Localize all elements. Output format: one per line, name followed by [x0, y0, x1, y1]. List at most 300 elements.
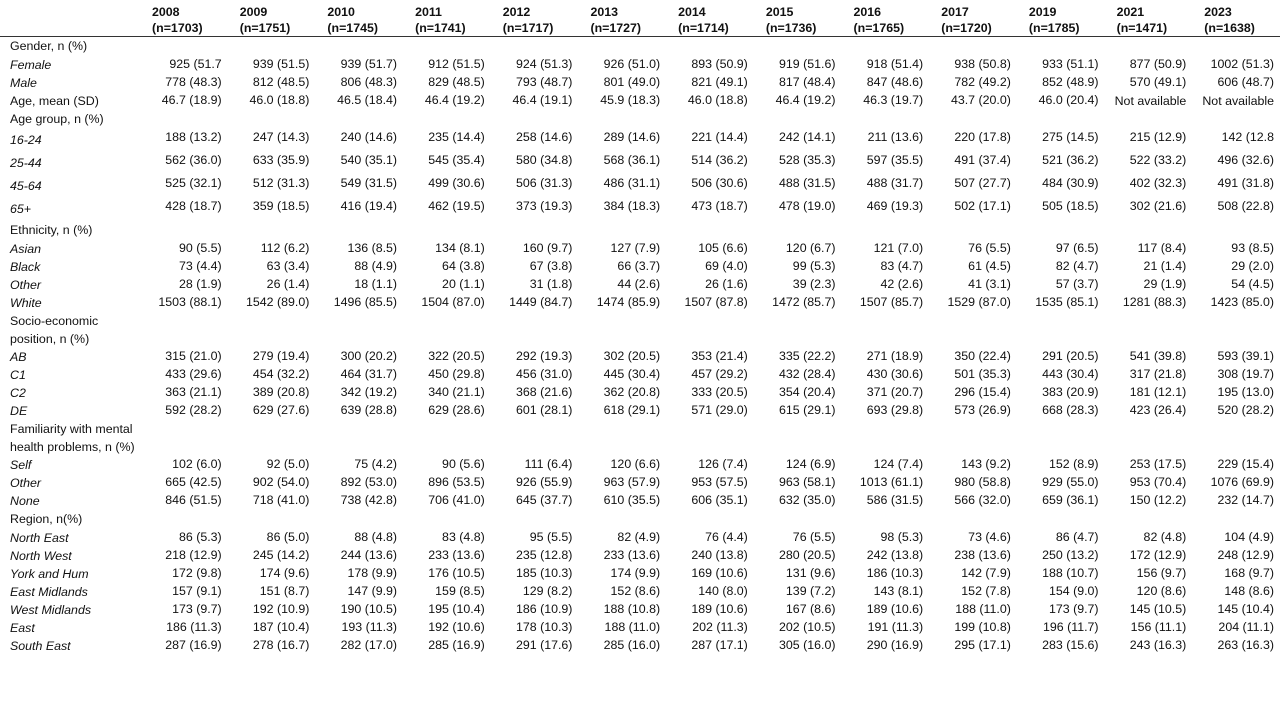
empty-cell	[1105, 510, 1193, 529]
table-row	[0, 129, 1280, 152]
value-cell: Not available	[1114, 94, 1187, 108]
year-header	[1192, 4, 1280, 37]
table-row	[0, 384, 1280, 402]
header-corner-cell	[0, 4, 140, 37]
year-header	[666, 4, 754, 37]
value-cell: 499 (30.6)	[428, 176, 485, 190]
value-cell: 430 (30.6)	[866, 367, 924, 381]
value-cell: 73 (4.6)	[968, 530, 1011, 544]
value-cell: 456 (31.0)	[515, 367, 573, 381]
value-cell: 82 (4.8)	[1143, 530, 1187, 544]
empty-cell	[491, 420, 579, 456]
empty-cell	[491, 221, 579, 240]
value-cell: 282 (17.0)	[340, 638, 398, 652]
value-cell: 443 (30.4)	[1042, 367, 1099, 381]
empty-cell	[403, 221, 491, 240]
value-cell: 195 (10.4)	[428, 602, 485, 616]
value-cell: 496 (32.6)	[1217, 153, 1274, 167]
table-row	[0, 474, 1280, 492]
value-cell: 152 (8.6)	[610, 584, 661, 598]
value-cell: 143 (9.2)	[961, 457, 1011, 471]
value-cell: 190 (10.5)	[340, 602, 398, 616]
row-label: Other	[10, 277, 41, 292]
value-cell: 97 (6.5)	[1055, 241, 1099, 255]
empty-cell	[1105, 110, 1193, 129]
empty-cell	[315, 510, 403, 529]
value-cell: 514 (36.2)	[691, 153, 748, 167]
value-cell: 247 (14.3)	[252, 130, 310, 144]
empty-cell	[403, 510, 491, 529]
value-cell: 852 (48.9)	[1042, 75, 1099, 89]
value-cell: 189 (10.6)	[866, 602, 924, 616]
empty-cell	[403, 312, 491, 348]
empty-cell	[140, 312, 228, 348]
row-label: York and Hum	[10, 566, 89, 581]
value-cell: 151 (8.7)	[259, 584, 310, 598]
table-row	[0, 583, 1280, 601]
value-cell: 512 (31.3)	[252, 176, 310, 190]
empty-cell	[1017, 420, 1105, 456]
value-cell: 253 (17.5)	[1129, 457, 1187, 471]
table-row	[0, 294, 1280, 312]
value-cell: 568 (36.1)	[603, 153, 661, 167]
value-cell: 243 (16.3)	[1129, 638, 1187, 652]
empty-cell	[315, 221, 403, 240]
value-cell: 82 (4.7)	[1055, 259, 1099, 273]
table-row	[0, 547, 1280, 565]
value-cell: 240 (14.6)	[340, 130, 398, 144]
value-cell: 120 (6.6)	[610, 457, 661, 471]
value-cell: 291 (17.6)	[515, 638, 573, 652]
table-row	[0, 366, 1280, 384]
table-row	[0, 619, 1280, 637]
value-cell: 42 (2.6)	[880, 277, 924, 291]
value-cell: 193 (11.3)	[341, 620, 398, 634]
empty-cell	[228, 420, 316, 456]
empty-cell	[1017, 510, 1105, 529]
year-header	[578, 4, 666, 37]
value-cell: 322 (20.5)	[428, 349, 485, 363]
value-cell: 287 (16.9)	[165, 638, 222, 652]
year-label: 2014	[678, 5, 706, 19]
row-label: 65+	[10, 202, 32, 216]
value-cell: 285 (16.9)	[428, 638, 485, 652]
empty-cell	[315, 312, 403, 348]
value-cell: 82 (4.9)	[617, 530, 661, 544]
year-header	[315, 4, 403, 37]
empty-cell	[140, 510, 228, 529]
value-cell: 292 (19.3)	[515, 349, 573, 363]
value-cell: 893 (50.9)	[691, 57, 748, 71]
empty-cell	[754, 510, 842, 529]
value-cell: 64 (3.8)	[442, 259, 485, 273]
value-cell: 192 (10.9)	[252, 602, 310, 616]
empty-cell	[842, 110, 930, 129]
value-cell: 586 (31.5)	[866, 493, 924, 507]
empty-cell	[754, 312, 842, 348]
value-cell: 929 (55.0)	[1042, 475, 1099, 489]
value-cell: 174 (9.9)	[610, 566, 661, 580]
value-cell: 610 (35.5)	[603, 493, 661, 507]
empty-cell	[1017, 312, 1105, 348]
value-cell: 939 (51.7)	[340, 57, 398, 71]
empty-cell	[578, 221, 666, 240]
value-cell: 26 (1.6)	[705, 277, 748, 291]
value-cell: 371 (20.7)	[866, 385, 924, 399]
empty-cell	[315, 37, 403, 57]
value-cell: 488 (31.5)	[779, 176, 836, 190]
value-cell: 473 (18.7)	[691, 199, 748, 213]
value-cell: 488 (31.7)	[866, 176, 924, 190]
value-cell: 505 (18.5)	[1042, 199, 1099, 213]
value-cell: 793 (48.7)	[515, 75, 573, 89]
value-cell: 112 (6.2)	[260, 241, 310, 255]
value-cell: 189 (10.6)	[691, 602, 748, 616]
value-cell: 145 (10.4)	[1217, 602, 1274, 616]
empty-cell	[1192, 221, 1280, 240]
value-cell: 963 (57.9)	[603, 475, 661, 489]
value-cell: 172 (9.8)	[172, 566, 222, 580]
value-cell: 521 (36.2)	[1042, 153, 1099, 167]
value-cell: 540 (35.1)	[340, 153, 398, 167]
value-cell: 333 (20.5)	[691, 385, 748, 399]
value-cell: 218 (12.9)	[165, 548, 222, 562]
value-cell: 29 (2.0)	[1231, 259, 1274, 273]
value-cell: 342 (19.2)	[340, 385, 398, 399]
value-cell: 491 (31.8)	[1217, 176, 1274, 190]
table-row	[0, 348, 1280, 366]
table-header	[0, 4, 1280, 37]
value-cell: 178 (9.9)	[347, 566, 398, 580]
value-cell: 67 (3.8)	[529, 259, 573, 273]
year-label: 2017	[941, 5, 969, 19]
empty-cell	[578, 110, 666, 129]
value-cell: 204 (11.1)	[1218, 620, 1274, 634]
value-cell: 233 (13.6)	[428, 548, 485, 562]
row-label: None	[10, 493, 40, 508]
row-label: 16-24	[10, 133, 42, 147]
empty-cell	[228, 37, 316, 57]
value-cell: 275 (14.5)	[1042, 130, 1099, 144]
value-cell: 235 (12.8)	[515, 548, 573, 562]
value-cell: 980 (58.8)	[954, 475, 1011, 489]
value-cell: 148 (8.6)	[1224, 584, 1274, 598]
value-cell: 629 (27.6)	[252, 403, 310, 417]
value-cell: 127 (7.9)	[610, 241, 661, 255]
empty-cell	[1192, 510, 1280, 529]
value-cell: 601 (28.1)	[515, 403, 573, 417]
year-label: 2009	[239, 5, 268, 19]
table-body	[0, 37, 1280, 656]
year-label: 2010	[327, 5, 355, 19]
value-cell: 896 (53.5)	[428, 475, 485, 489]
value-cell: 242 (13.8)	[866, 548, 924, 562]
empty-cell	[228, 221, 316, 240]
value-cell: 44 (2.6)	[617, 277, 661, 291]
year-header	[754, 4, 842, 37]
value-cell: 445 (30.4)	[603, 367, 661, 381]
value-cell: 593 (39.1)	[1217, 349, 1274, 363]
empty-cell	[403, 110, 491, 129]
value-cell: 147 (9.9)	[347, 584, 398, 598]
value-cell: 46.5 (18.4)	[337, 93, 398, 107]
value-cell: 525 (32.1)	[165, 176, 222, 190]
sample-size-label: (n=1736)	[765, 21, 817, 35]
value-cell: 1507 (85.7)	[859, 295, 924, 309]
value-cell: 199 (10.8)	[954, 620, 1011, 634]
value-cell: 92 (5.0)	[266, 457, 310, 471]
table-row	[0, 601, 1280, 619]
year-header	[228, 4, 316, 37]
value-cell: 73 (4.4)	[178, 259, 222, 273]
value-cell: 315 (21.0)	[165, 349, 222, 363]
value-cell: 95 (5.5)	[529, 530, 573, 544]
value-cell: 104 (4.9)	[1224, 530, 1274, 544]
value-cell: 562 (36.0)	[165, 153, 222, 167]
sample-size-label: (n=1785)	[1028, 21, 1080, 35]
value-cell: 1542 (89.0)	[246, 295, 310, 309]
table-row	[0, 402, 1280, 420]
value-cell: 368 (21.6)	[515, 385, 573, 399]
value-cell: 28 (1.9)	[178, 277, 222, 291]
value-cell: 159 (8.5)	[435, 584, 485, 598]
value-cell: 156 (11.1)	[1130, 620, 1187, 634]
sample-size-label: (n=1638)	[1204, 21, 1255, 35]
value-cell: 1503 (88.1)	[158, 295, 222, 309]
table-row	[0, 637, 1280, 655]
value-cell: 706 (41.0)	[428, 493, 485, 507]
value-cell: 877 (50.9)	[1129, 57, 1187, 71]
value-cell: 520 (28.2)	[1217, 403, 1274, 417]
value-cell: 373 (19.3)	[515, 199, 573, 213]
value-cell: 129 (8.2)	[522, 584, 573, 598]
value-cell: 150 (12.2)	[1129, 493, 1187, 507]
value-cell: 938 (50.8)	[954, 57, 1011, 71]
value-cell: 120 (8.6)	[1136, 584, 1187, 598]
value-cell: 659 (36.1)	[1042, 493, 1099, 507]
demographics-table	[0, 4, 1280, 655]
value-cell: 287 (17.1)	[691, 638, 748, 652]
value-cell: 31 (1.8)	[529, 277, 573, 291]
empty-cell	[842, 420, 930, 456]
table-row	[0, 276, 1280, 294]
value-cell: 541 (39.8)	[1129, 349, 1187, 363]
value-cell: 508 (22.8)	[1217, 199, 1274, 213]
empty-cell	[578, 37, 666, 57]
value-cell: 188 (10.7)	[1042, 566, 1099, 580]
value-cell: 924 (51.3)	[515, 57, 573, 71]
empty-cell	[578, 420, 666, 456]
value-cell: 142 (12.8	[1221, 130, 1274, 144]
value-cell: 639 (28.8)	[340, 403, 398, 417]
value-cell: 20 (1.1)	[442, 277, 485, 291]
value-cell: 416 (19.4)	[340, 199, 398, 213]
value-cell: 428 (18.7)	[165, 199, 222, 213]
year-header	[1017, 4, 1105, 37]
empty-cell	[666, 110, 754, 129]
empty-cell	[140, 420, 228, 456]
value-cell: 232 (14.7)	[1217, 493, 1274, 507]
empty-cell	[666, 37, 754, 57]
sample-size-label: (n=1745)	[327, 21, 378, 35]
value-cell: 592 (28.2)	[165, 403, 222, 417]
category-label: Age group, n (%)	[10, 112, 104, 126]
value-cell: 486 (31.1)	[603, 176, 661, 190]
empty-cell	[491, 312, 579, 348]
row-label: East	[10, 620, 35, 635]
value-cell: 353 (21.4)	[691, 349, 748, 363]
value-cell: 812 (48.5)	[252, 75, 310, 89]
value-cell: 169 (10.6)	[691, 566, 748, 580]
value-cell: 363 (21.1)	[165, 385, 222, 399]
value-cell: 202 (10.5)	[779, 620, 836, 634]
value-cell: 1496 (85.5)	[333, 295, 398, 309]
row-label: Age, mean (SD)	[10, 93, 99, 108]
value-cell: 296 (15.4)	[954, 385, 1011, 399]
value-cell: 46.0 (18.8)	[249, 93, 310, 107]
value-cell: 117 (8.4)	[1137, 241, 1187, 255]
value-cell: 506 (30.6)	[691, 176, 748, 190]
value-cell: 263 (16.3)	[1217, 638, 1274, 652]
value-cell: 99 (5.3)	[792, 259, 836, 273]
table-row	[0, 56, 1280, 74]
empty-cell	[1017, 37, 1105, 57]
value-cell: 46.3 (19.7)	[863, 93, 924, 107]
value-cell: 919 (51.6)	[779, 57, 836, 71]
table-row	[0, 492, 1280, 510]
year-label: 2008	[152, 5, 180, 19]
empty-cell	[1105, 420, 1193, 456]
empty-cell	[842, 37, 930, 57]
empty-cell	[666, 221, 754, 240]
value-cell: 176 (10.5)	[428, 566, 485, 580]
value-cell: 606 (35.1)	[691, 493, 748, 507]
value-cell: Not available	[1202, 94, 1274, 108]
empty-cell	[754, 110, 842, 129]
value-cell: 633 (35.9)	[252, 153, 310, 167]
value-cell: 491 (37.4)	[954, 153, 1011, 167]
value-cell: 285 (16.0)	[603, 638, 661, 652]
value-cell: 484 (30.9)	[1042, 176, 1099, 190]
row-label: Female	[10, 57, 52, 72]
empty-cell	[754, 420, 842, 456]
value-cell: 186 (10.3)	[866, 566, 924, 580]
value-cell: 528 (35.3)	[779, 153, 836, 167]
value-cell: 196 (11.7)	[1042, 620, 1099, 634]
value-cell: 606 (48.7)	[1217, 75, 1274, 89]
value-cell: 188 (13.2)	[165, 130, 222, 144]
value-cell: 354 (20.4)	[779, 385, 836, 399]
value-cell: 300 (20.2)	[340, 349, 398, 363]
empty-cell	[1192, 37, 1280, 57]
empty-cell	[315, 110, 403, 129]
value-cell: 1507 (87.8)	[684, 295, 748, 309]
value-cell: 86 (5.0)	[266, 530, 310, 544]
empty-cell	[578, 312, 666, 348]
value-cell: 136 (8.5)	[347, 241, 398, 255]
value-cell: 693 (29.8)	[866, 403, 924, 417]
empty-cell	[754, 37, 842, 57]
value-cell: 233 (13.6)	[603, 548, 661, 562]
value-cell: 615 (29.1)	[779, 403, 836, 417]
value-cell: 340 (21.1)	[428, 385, 485, 399]
category-label: Familiarity with mental health problems, n (%)	[10, 422, 135, 454]
row-label: AB	[10, 349, 27, 364]
value-cell: 821 (49.1)	[691, 75, 748, 89]
value-cell: 86 (5.3)	[178, 530, 222, 544]
value-cell: 46.4 (19.1)	[512, 93, 573, 107]
empty-cell	[666, 312, 754, 348]
value-cell: 1281 (88.3)	[1122, 295, 1187, 309]
value-cell: 134 (8.1)	[435, 241, 485, 255]
value-cell: 1472 (85.7)	[772, 295, 836, 309]
year-header	[929, 4, 1017, 37]
value-cell: 335 (22.2)	[779, 349, 836, 363]
value-cell: 90 (5.6)	[442, 457, 485, 471]
year-label: 2023	[1204, 5, 1232, 19]
row-label: East Midlands	[10, 584, 88, 599]
row-label: DE	[10, 403, 28, 418]
value-cell: 98 (5.3)	[880, 530, 924, 544]
value-cell: 289 (14.6)	[603, 130, 661, 144]
value-cell: 76 (5.5)	[792, 530, 836, 544]
value-cell: 291 (20.5)	[1042, 349, 1099, 363]
empty-cell	[929, 37, 1017, 57]
value-cell: 926 (55.9)	[515, 475, 573, 489]
value-cell: 362 (20.8)	[603, 385, 661, 399]
value-cell: 188 (11.0)	[955, 602, 1011, 616]
empty-cell	[929, 312, 1017, 348]
value-cell: 215 (12.9)	[1129, 130, 1187, 144]
value-cell: 46.0 (20.4)	[1038, 93, 1099, 107]
row-label: Asian	[10, 241, 41, 256]
value-cell: 186 (10.9)	[515, 602, 573, 616]
row-label: North West	[10, 548, 72, 563]
table-row	[0, 240, 1280, 258]
value-cell: 308 (19.7)	[1217, 367, 1274, 381]
value-cell: 933 (51.1)	[1042, 57, 1099, 71]
value-cell: 801 (49.0)	[603, 75, 661, 89]
year-label: 2016	[853, 5, 882, 19]
value-cell: 1535 (85.1)	[1035, 295, 1099, 309]
value-cell: 632 (35.0)	[779, 493, 836, 507]
value-cell: 926 (51.0)	[603, 57, 661, 71]
value-cell: 145 (10.5)	[1129, 602, 1187, 616]
year-header	[140, 4, 228, 37]
value-cell: 235 (14.4)	[428, 130, 485, 144]
table-row	[0, 152, 1280, 175]
value-cell: 46.4 (19.2)	[775, 93, 836, 107]
value-cell: 160 (9.7)	[522, 241, 573, 255]
value-cell: 462 (19.5)	[428, 199, 485, 213]
empty-cell	[491, 37, 579, 57]
value-cell: 782 (49.2)	[954, 75, 1011, 89]
value-cell: 202 (11.3)	[692, 620, 748, 634]
value-cell: 143 (8.1)	[873, 584, 924, 598]
value-cell: 167 (8.6)	[785, 602, 836, 616]
row-label: 45-64	[10, 179, 42, 193]
empty-cell	[754, 221, 842, 240]
value-cell: 464 (31.7)	[340, 367, 398, 381]
empty-cell	[315, 420, 403, 456]
row-label: C2	[10, 385, 26, 400]
value-cell: 124 (6.9)	[785, 457, 836, 471]
value-cell: 432 (28.4)	[779, 367, 836, 381]
value-cell: 54 (4.5)	[1231, 277, 1274, 291]
category-label: Ethnicity, n (%)	[10, 223, 93, 237]
empty-cell	[666, 420, 754, 456]
table-row	[0, 74, 1280, 92]
